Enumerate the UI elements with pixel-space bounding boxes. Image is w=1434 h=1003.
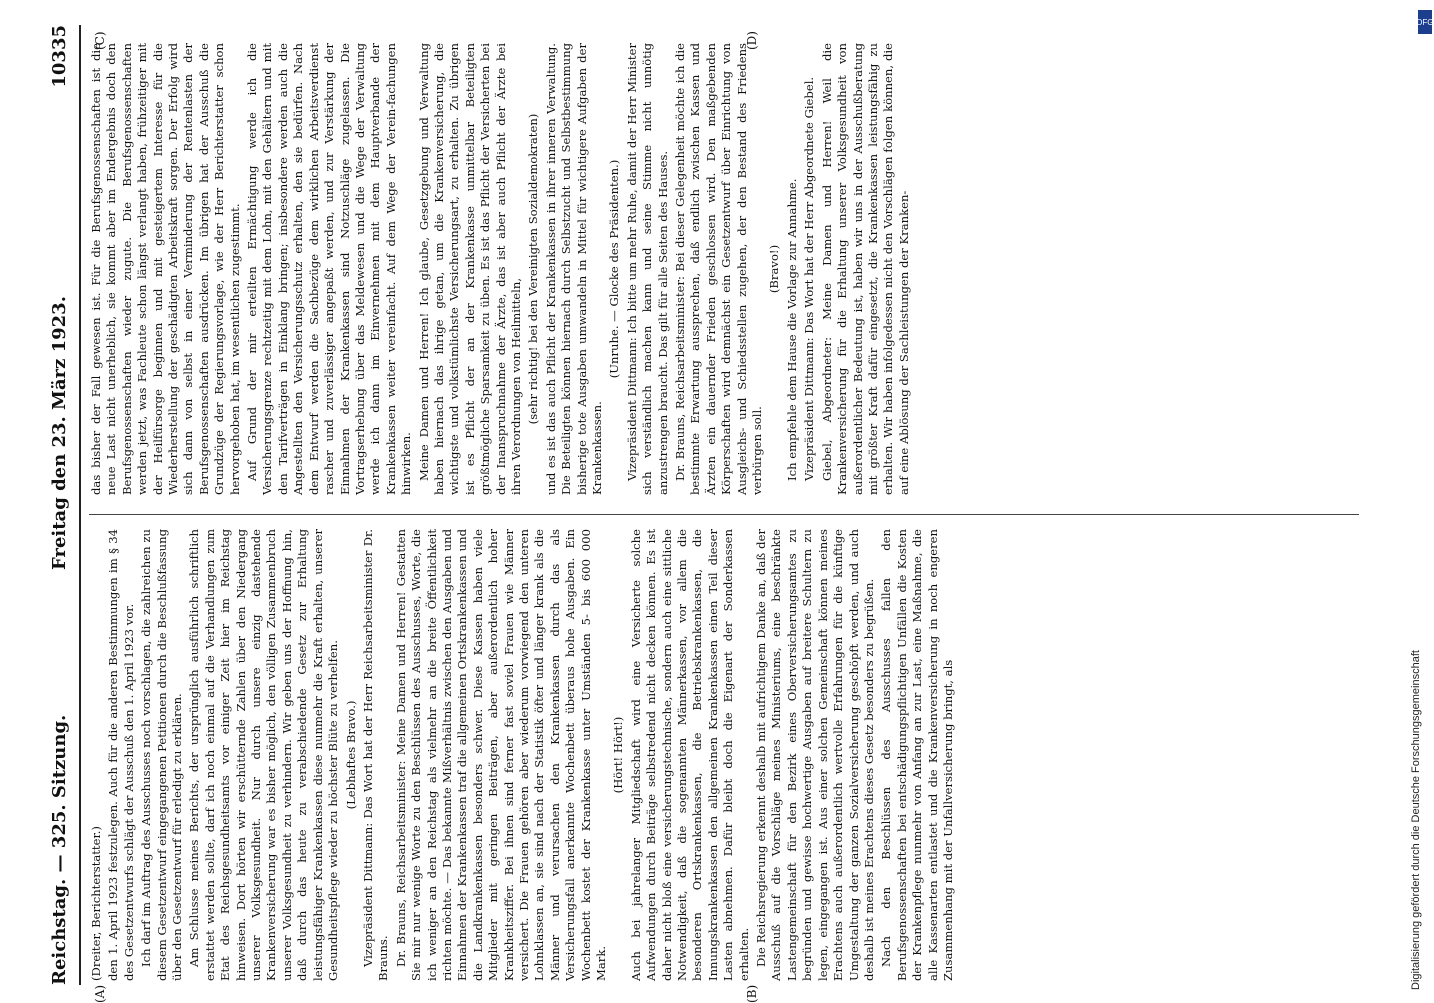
header-date: Freitag den 23. März 1923. bbox=[49, 296, 70, 570]
speaker-note: (Dreiter, Berichterstatter.) bbox=[89, 826, 103, 981]
paragraph: Meine Damen und Herren! Ich glaube, Gesetzgebung und Verwaltung haben hiernach das ihrige getan, um die Krankenversicherung, die wichtigste und volkstümlichste Versicherungsart, zu erhalten. Zu übrigen ist es Pflicht der an der Krankenkasse unmittelbar Beteiligten größtmögliche Sparsamkeit zu üben. Es ist das Pflicht der Versicherten bei der Inanspruchnahme der Ärzte, das ist aber auch Pflicht der Ärzte bei ihren Verordnungen von Heilmitteln, bbox=[416, 43, 523, 495]
paragraph: Nach den Beschlüssen des Ausschusses fallen den Berufsgenossenschaften bei entschädigungspflichtigen Unfällen die Kosten der Krankenpflege nunmehr von Anfang an zur Last, eine Maßnahme, die alle Kassenarten entlastet und die Krankenversicherung in noch engeren Zusammenhang mit der Unfallversicherung bringt, als bbox=[879, 529, 955, 981]
paragraph: Dr. Brauns, Reichsarbeitsminister: Meine Damen und Herren! Gestatten Sie mir nur wenige Worte zu den Beschlüssen des Ausschusses, Worte, die ich weniger an den Reichstag als vielmehr an die breite Öffentlichkeit richten möchte. — Das bekannte Mißverhältnis zwischen den Ausgaben und Einnahmen der Krankenkassen traf die allgemeinen Ortskrankenkassen und die Landkrankenkassen besonders schwer. Diese Kassen haben viele Mitglieder mit geringen Beiträgen, aber außerordentlich hoher Krankheitsziffer. Bei ihnen sind ferner fast soviel Frauen wie Männer versichert. Die Frauen gehören aber wiederum vorwiegend den unteren Lohnklassen an, sie sind nach der Statistik öfter und länger krank als die Männer und verursachen den Krankenkassen durch das als Versicherungsfall anerkannte Wochenbett überaus hohe Ausgaben. Ein Wochenbett kostet der Krankenkasse unter Umständen 5- bis 600 000 Mark. bbox=[393, 529, 608, 981]
margin-marker-c: (C) bbox=[93, 31, 107, 50]
interjection: (Unruhe. — Glocke des Präsidenten.) bbox=[607, 159, 622, 379]
interjection: (Bravo!) bbox=[767, 244, 782, 294]
paragraph: und es ist das auch Pflicht der Krankenkassen in ihrer inneren Verwaltung. Die Beteiligten können hiernach durch Selbstzucht und Selbstbestimmung bisherige tote Ausgaben umwandeln in Mittel für wichtigere Aufgaben der Krankenkassen. bbox=[543, 43, 604, 495]
interjection: (sehr richtig! bei den Vereinigten Sozialdemokraten) bbox=[526, 113, 541, 425]
column-divider bbox=[89, 514, 1359, 515]
interjection: (Hört! Hört!) bbox=[611, 716, 626, 794]
margin-marker-b: (B) bbox=[745, 984, 759, 1003]
paragraph: Vizepräsident Dittmann: Das Wort hat der Herr Reichsarbeitsminister Dr. Brauns. bbox=[360, 529, 391, 981]
paragraph: das bisher der Fall gewesen ist. Für die Berufsgenossenschaften ist die neue Last nicht unerheblich, sie kommt aber im Endergebnis doch den Berufsgenossenschaften wieder zugute. Die Berufsgenossenschaften werden jetzt, was Fachleute schon längst verlangt haben, frühzeitiger mit der Heilfürsorge beginnen und mit gesteigertem Interesse für die Wiederherstellung der geschädigten Arbeitskraft sorgen. Der Erfolg wird sich dann von selbst in einer Verminderung der Rentenlasten der Berufsgenossenschaften ausdrücken. Im übrigen hat der Ausschuß die Grundzüge der Regierungsvorlage, wie der Herr Berichterstatter schon hervorgehoben hat, im wesentlichen zugestimmt. bbox=[89, 43, 242, 495]
margin-marker-d: (D) bbox=[745, 31, 759, 50]
margin-marker-a: (A) bbox=[93, 984, 107, 1003]
paragraph: Dr. Brauns, Reichsarbeitsminister: Bei dieser Gelegenheit möchte ich die bestimmte Erwartung aussprechen, daß endlich zwischen Kassen und Ärzten ein dauernder Frieden geschlossen wird. Den maßgebenden Körperschaften wird demnächst ein Gesetzentwurf über Einrichtung von Ausgleichs- und Schiedsstellen zugehen, der den Bestand des Friedens verbürgen soll. bbox=[673, 43, 765, 495]
paragraph: Am Schlusse meines Berichts, der ursprünglich ausführlich schriftlich erstattet werden sollte, darf ich noch einmal auf die Verhandlungen zum Etat des Reichsgesundheitsamts vor einiger Zeit hier im Reichstag hinweisen. Dort hörten wir erschütternde Zahlen über den Niedergang unserer Volksgesundheit. Nur durch unsere einzig dastehende Krankenversicherung war es bisher möglich, den völligen Zusammenbruch unserer Volksgesundheit zu verhindern. Wir geben uns der Hoffnung hin, daß durch das heute zu verabschiedende Gesetz zur Erhaltung leistungsfähiger Krankenkassen diese nunmehr die Kraft erhalten, unserer Gesundheitspflege wieder zu höchster Blüte zu verhelfen. bbox=[187, 529, 341, 981]
paragraph: Auf Grund der mir erteilten Ermächtigung werde ich die Versicherungsgrenze rechtzeitig mit dem Lohn, mit den Gehältern und mit den Tarifverträgen in Einklang bringen; insbesondere werden auch die Angestellten den Versicherungsschutz erhalten, den sie bedürfen. Nach dem Entwurf werden die Sachbezüge dem wirklichen Arbeitsverdienst rascher und zuverlässiger angepaßt werden, und zur Verstärkung der Einnahmen der Krankenkassen sind Notzuschläge zugelassen. Die Vortragserhebung über das Meldewesen und die Wege der Verwaltung werde ich dann im Einvernehmen mit dem Hauptverbande der Krankenkassen weiter vereinfacht. Auf dem Wege der Verein-fachungen hinwirken. bbox=[245, 43, 414, 495]
right-column bbox=[89, 43, 914, 495]
left-column bbox=[89, 529, 958, 981]
paragraph: Auch bei jahrelanger Mitgliedschaft wird eine Versicherte solche Aufwendungen durch Beiträge selbstredend nicht decken können. Es ist daher nicht bloß eine versicherungstechnische, sondern auch eine sittliche Notwendigkeit, daß die sogenannten Männerkassen, vor allem die besonderen Ortskrankenkassen, die Betriebskrankenkassen, die Innungskrankenkassen den allgemeinen Krankenkassen einen Teil dieser Lasten abnehmen. Dafür bleibt doch die Eigenart der Sonderkassen erhalten. bbox=[628, 529, 751, 981]
page-number: 10335 bbox=[49, 25, 70, 88]
interjection: (Lebhaftes Bravo.) bbox=[343, 700, 358, 810]
paragraph: Vizepräsident Dittmann: Das Wort hat der Herr Abgeordnete Giebel. bbox=[802, 76, 817, 481]
paragraph: Giebel, Abgeordneter: Meine Damen und Herren! Weil die Krankenversicherung für die Erhaltung unserer Volksgesundheit von außerordentlicher Bedeutung ist, haben wir uns in der Ausschußberatung mit größter Kraft dafür eingesetzt, die Krankenkassen leistungsfähig zu erhalten. Wir haben infolgedessen nicht den Vorschlägen folgen können, die auf eine Ablösung der Sachleistungen der Kranken- bbox=[819, 43, 911, 495]
page-header bbox=[45, 25, 81, 985]
paragraph: den 1. April 1923 festzulegen. Auch für die anderen Bestimmungen im § 34 des Gesetzentwurfs schlägt der Ausschuß den 1. April 1923 vor. bbox=[106, 529, 136, 981]
document-page bbox=[45, 25, 1375, 1003]
paragraph: Ich darf im Auftrag des Ausschusses noch vorschlagen, die zahlreichen zu diesem Gesetzentwurf eingegangenen Petitionen durch die Beschlußfassung über den Gesetzentwurf für erledigt zu erklären. bbox=[139, 529, 185, 981]
digitization-credit: Digitalisierung gefördert durch die Deutsche Forschungsgemeinschaft bbox=[1410, 650, 1422, 990]
paragraph: Ich empfehle dem Hause die Vorlage zur Annahme. bbox=[784, 178, 799, 481]
paragraph: Die Reichsregierung erkennt deshalb mit aufrichtigem Danke an, daß der Ausschuß auf die Vorschläge meines Ministeriums, eine beschränkte Lastengemeinschaft für den Bezirk eines Oberversicherungsamtes zu begründen und gewisse hochwertige Ausgaben auf breitere Schultern zu legen, eingegangen ist. Aus einer solchen Gemeinschaft können meines Erachtens auch außerordentlich wertvolle Erfahrungen für die künftige Umgestaltung der ganzen Sozialversicherung geschöpft werden, und auch deshalb ist meines Erachtens dieses Gesetz besonders zu begrüßen. bbox=[754, 529, 876, 981]
dfg-logo: DFG bbox=[1418, 10, 1432, 34]
header-left: Reichstag. — 325. Sitzung. bbox=[49, 714, 70, 985]
paragraph: Vizepräsident Dittmann: Ich bitte um mehr Ruhe, damit der Herr Minister sich verständlich machen kann und seine Stimme nicht unnötig anzustrengen braucht. Das gilt für alle Seiten des Hauses. bbox=[624, 43, 670, 495]
